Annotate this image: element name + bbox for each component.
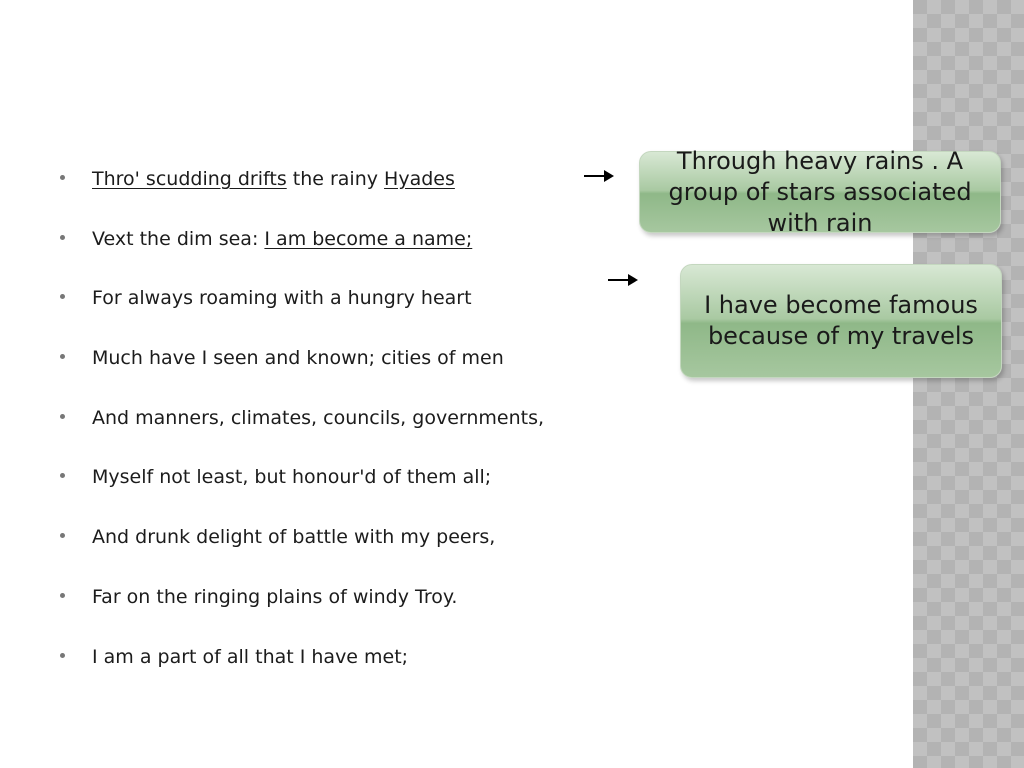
callout-line: group of stars associated <box>668 177 972 206</box>
bullet-dot-icon <box>60 354 65 359</box>
callout-line: Through heavy rains . A <box>676 146 964 175</box>
callout-line: because of my travels <box>707 322 975 350</box>
bullet-dot-icon <box>60 473 65 478</box>
bullet-text: And drunk delight of battle with my peers, <box>92 526 496 549</box>
bullet-text: And manners, climates, councils, governments, <box>92 406 545 429</box>
bullet-item <box>60 582 544 642</box>
bullet-text: Much have I seen and known; cities of men <box>92 347 504 370</box>
bullet-dot-icon <box>60 175 65 180</box>
callout-line: with rain <box>767 208 873 237</box>
bullet-text: Vext the dim sea: <box>92 227 265 250</box>
bullet-item <box>60 642 544 702</box>
bullet-text: the rainy <box>286 168 385 190</box>
bullet-dot-icon <box>60 593 65 598</box>
decorative-side-panel <box>913 0 1024 768</box>
callout-line: I have become famous <box>704 291 978 319</box>
callout-hyades-meaning <box>639 146 1001 237</box>
bullet-item <box>60 403 544 463</box>
bullet-text: Myself not least, but honour'd of them all; <box>92 466 492 489</box>
right-arrow-icon <box>607 272 639 288</box>
callout-become-a-name-meaning <box>680 264 1002 378</box>
bullet-item <box>60 224 544 284</box>
bullet-item <box>60 164 544 224</box>
right-arrow-icon <box>583 168 615 184</box>
bullet-item <box>60 462 544 522</box>
bullet-item <box>60 522 544 582</box>
bullet-dot-icon <box>60 653 65 658</box>
bullet-dot-icon <box>60 533 65 538</box>
poem-bullet-list <box>60 164 544 701</box>
underlined-phrase: Thro' scudding drifts <box>92 168 287 190</box>
bullet-item <box>60 343 544 403</box>
bullet-item <box>60 283 544 343</box>
bullet-dot-icon <box>60 235 65 240</box>
bullet-text: For always roaming with a hungry heart <box>92 287 472 310</box>
underlined-phrase: Hyades <box>384 168 455 190</box>
bullet-text: I am a part of all that I have met; <box>92 645 409 668</box>
bullet-text: Far on the ringing plains of windy Troy. <box>92 585 458 608</box>
bullet-dot-icon <box>60 414 65 419</box>
underlined-phrase: I am become a name; <box>264 227 473 250</box>
bullet-dot-icon <box>60 294 65 299</box>
